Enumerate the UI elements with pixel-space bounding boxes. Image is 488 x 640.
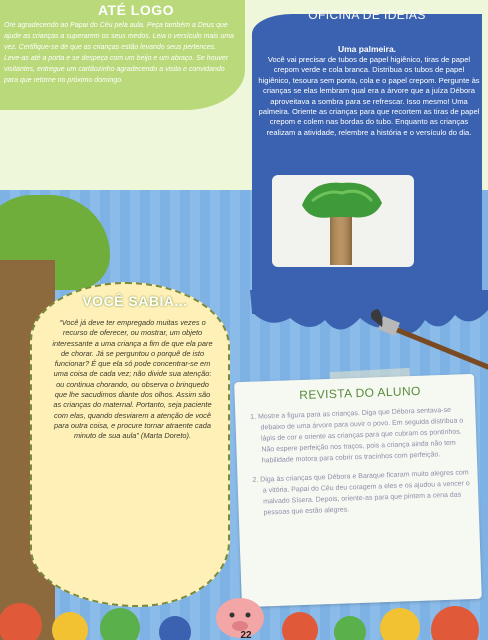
revista-item: 1. Mostre a figura para as crianças. Diga que Débora sentava-se debaixo de uma árvore para ouvir o povo. Em seguida distribua o lápis de cor e oriente as crianças para que cubram os pontinhos. Não espere perfeição nos traços, pois a criança ainda não tem habilidade motora para cobrir os tracinhos com perfeição.	[250, 406, 464, 465]
oficina-text: Você vai precisar de tubos de papel higiênico, tiras de papel crepom verde e cola branca. Distribua os tubos de papel higiênico, tesoura sem ponta, cola e o papel crepom. Pergunte às crianças se elas lembram qual era a árvore que a juíza Débora aproveitava a sombra para se refrescar. Isso mesmo! Uma palmeira. Oriente as crianças para que recortem as tiras de papel crepom e colem nas bordas do tubo. Enquanto as crianças realizam a atividade, relembre a história e o versículo do dia.	[258, 55, 480, 137]
revista-list	[250, 404, 474, 527]
revista-item: 2. Diga às crianças que Débora e Baraque ficaram muito alegres com a vitória. Papai do Céu deu coragem a eles e os ajudou a vencer o malvado Sísera. Depois, oriente-as para que pintem a cena das pessoas que estão alegres.	[252, 469, 470, 517]
voce-sabia-text: “Você já deve ter empregado muitas vezes o recurso de oferecer, ou mostrar, um objeto interessante a uma criança a fim de que ela pare de chorar. Já se perguntou o porquê de isto funcionar? É que ela só pode concentrar-se em uma coisa de cada vez; não divide sua atenção: ou continua chorando, ou observa o brinquedo que lhe sacudimos diante dos olhos. Assim são as crianças do maternal. Portanto, seja paciente com elas, quando desviarem a atenção de você para outra coisa, e procure tornar atraente cada minuto de sua aula” (Marta Doreto).	[52, 318, 213, 441]
oficina-subtitle: Uma palmeira.	[337, 44, 397, 54]
palm-tree-illustration	[272, 175, 414, 267]
intro-text: Ore agradecendo ao Papai do Céu pela aula. Peça também a Deus que ajude as crianças a superarem os seus medos. Leia o versículo mais uma vez. Certifique-se de que as crianças estão levando seus pertences. Leve-as até a porta e se despeça com um beijo e um abraço. Se houver visitantes, entregue um cartãozinho agradecendo a visita e convidando para que retorne no próximo domingo.	[4, 22, 234, 84]
palm-craft-photo	[272, 175, 414, 267]
revista-title: REVISTA DO ALUNO	[299, 383, 421, 403]
oficina-title: OFICINA DE IDEIAS	[308, 8, 426, 22]
paintbrush-icon	[370, 305, 488, 375]
voce-sabia-title: VOCÊ SABIA...	[82, 293, 188, 309]
page-number: 22	[240, 630, 252, 640]
intro-title: ATÉ LOGO	[97, 2, 175, 18]
